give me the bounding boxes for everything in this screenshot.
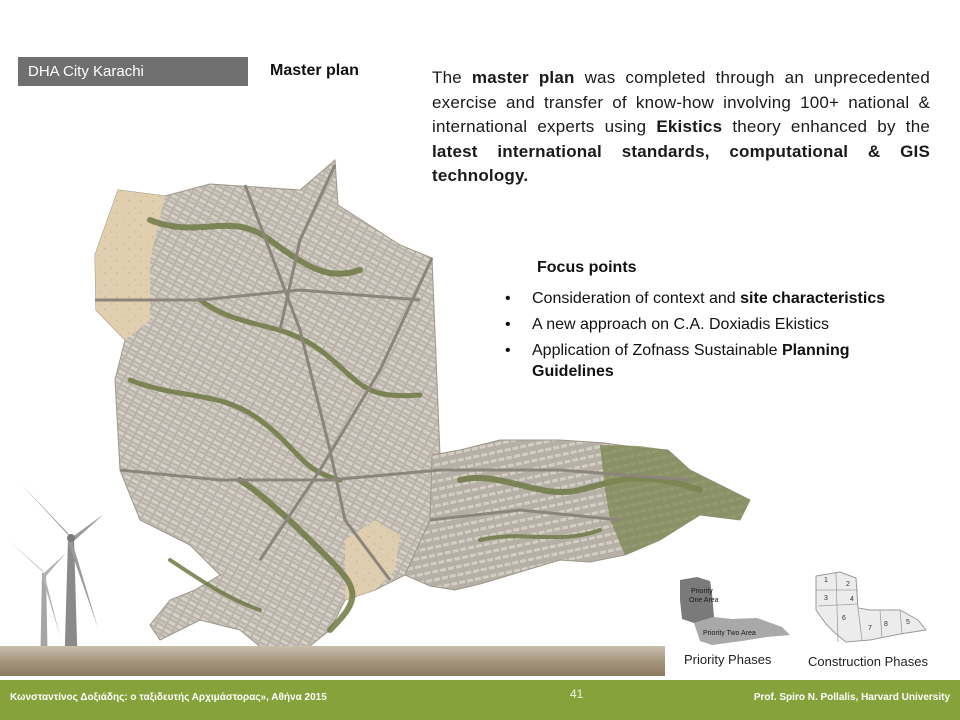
priority-phases-caption: Priority Phases (684, 652, 772, 667)
focus-item-text: Application of Zofnass Sustainable (532, 342, 782, 359)
construction-phase-number: 6 (842, 615, 846, 622)
slide-heading: Master plan (270, 62, 359, 79)
construction-phase-number: 4 (850, 596, 854, 603)
bullet: • (505, 316, 511, 333)
bullet: • (505, 290, 511, 307)
map-hills (600, 445, 750, 555)
intro-bold-2: Ekistics (656, 117, 723, 136)
intro-bold-3: latest international standards, computational & GIS technology. (432, 141, 930, 185)
construction-phase-number: 5 (906, 619, 910, 626)
ground-strip (0, 646, 665, 676)
priority-one-label-a: Priority (691, 588, 713, 595)
bullet: • (505, 342, 511, 359)
focus-item-bold: site characteristics (740, 290, 886, 307)
construction-phase-number: 8 (884, 621, 888, 628)
footer-bar (0, 680, 960, 720)
construction-phase-number: 3 (824, 595, 828, 602)
construction-phase-number: 7 (868, 625, 872, 632)
section-tag: DHA City Karachi (18, 57, 248, 86)
construction-phases-map (810, 568, 940, 650)
intro-text-2: was completed through an unprecedented exercise and transfer of know-how involving 100+ national & international experts using (432, 68, 930, 136)
focus-item-text: Consideration of context and (532, 290, 741, 307)
priority-one-label-b: One Area (689, 597, 719, 604)
construction-phases-caption: Construction Phases (808, 654, 928, 669)
construction-phase-number: 2 (846, 581, 850, 588)
focus-title: Focus points (537, 259, 637, 276)
footer-citation: Κωνσταντίνος Δοξιάδης: ο ταξιδευτής Αρχιμάστορας», Αθήνα 2015 (10, 692, 327, 703)
focus-item-bold: Planning Guidelines (532, 342, 850, 380)
focus-item-text: A new approach on C.A. Doxiadis Ekistics (532, 316, 830, 333)
page-number: 41 (570, 687, 584, 701)
intro-text-1: The (432, 68, 472, 87)
priority-phases-map (672, 575, 797, 650)
footer-author: Prof. Spiro N. Pollalis, Harvard University (753, 692, 950, 703)
intro-text-3: theory enhanced by the (722, 117, 931, 136)
turbine-blades (8, 540, 66, 636)
turbine-blades (20, 483, 104, 628)
construction-phase-number: 1 (824, 577, 828, 584)
priority-two-label: Priority Two Area (703, 630, 756, 637)
intro-bold-1: master plan (471, 68, 575, 87)
